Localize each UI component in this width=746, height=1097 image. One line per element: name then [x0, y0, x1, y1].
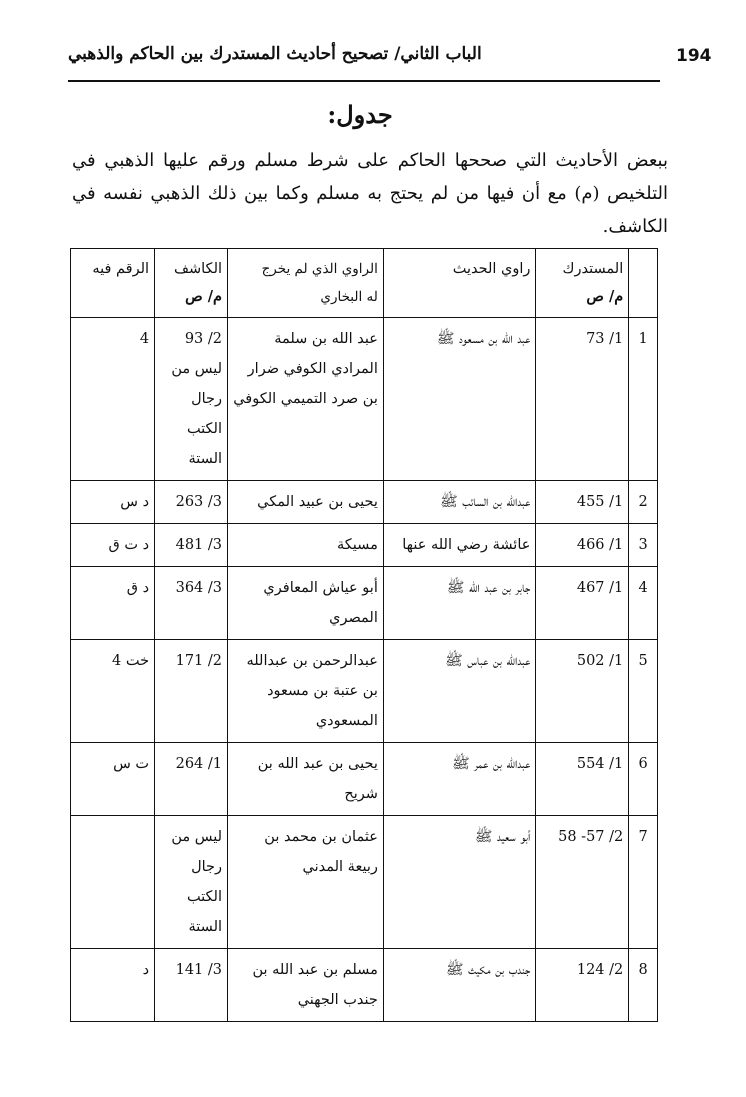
- hadith-table: [70, 248, 658, 1022]
- table-row: [71, 640, 658, 743]
- header-rawi-not-bukhari-label: الراوي الذي لم يخرج: [261, 261, 378, 277]
- cell-rawi-not-bukhari: عثمان بن محمد بن ربيعة المدني: [228, 816, 384, 949]
- header-rawi: راوي الحديث: [383, 249, 536, 318]
- cell-rawi: جابر بن عبد الله ﷺ: [383, 567, 536, 640]
- cell-rawi-not-bukhari: أبو عياش المعافري المصري: [228, 567, 384, 640]
- cell-raqm: د س: [71, 481, 155, 524]
- cell-kashif: 3/ 481: [155, 524, 228, 567]
- row-number: 5: [629, 640, 658, 743]
- cell-kashif: 1/ 264: [155, 743, 228, 816]
- cell-rawi: عبدالله بن عباس ﷺ: [383, 640, 536, 743]
- table-row: [71, 567, 658, 640]
- page-header: [68, 40, 712, 82]
- cell-mustadrak: 1/ 73: [536, 318, 629, 481]
- table-row: [71, 816, 658, 949]
- table-row: [71, 318, 658, 481]
- row-number: 4: [629, 567, 658, 640]
- cell-kashif: 2/ 171: [155, 640, 228, 743]
- intro-paragraph: ببعض الأحاديث التي صححها الحاكم على شرط مسلم ورقم عليها الذهبي في التلخيص (م) مع أن فيها من لم يحتج به مسلم وكما بين ذلك الذهبي نفسه في الكاشف.: [72, 150, 668, 237]
- header-mustadrak-sub: م/ ص: [586, 288, 624, 305]
- cell-rawi: أبو سعيد ﷺ: [383, 816, 536, 949]
- cell-kashif: ليس من رجال الكتب الستة: [155, 816, 228, 949]
- cell-mustadrak: 1/ 467: [536, 567, 629, 640]
- cell-rawi-not-bukhari: يحيى بن عبد الله بن شريح: [228, 743, 384, 816]
- running-title: الباب الثاني/ تصحيح أحاديث المستدرك بين الحاكم والذهبي: [68, 44, 482, 64]
- header-kashif-label: الكاشف: [173, 261, 223, 277]
- cell-rawi: عائشة رضي الله عنها: [383, 524, 536, 567]
- page-number: 194: [676, 46, 712, 66]
- cell-raqm: ت س: [71, 743, 155, 816]
- header-rawi-not-bukhari: [228, 249, 384, 318]
- cell-rawi: عبد الله بن مسعود ﷺ: [383, 318, 536, 481]
- header-mustadrak: [536, 249, 629, 318]
- cell-kashif: 3/ 141: [155, 949, 228, 1022]
- cell-rawi-not-bukhari: مسلم بن عبد الله بن جندب الجهني: [228, 949, 384, 1022]
- cell-kashif: 2/ 93 ليس من رجال الكتب الستة: [155, 318, 228, 481]
- header-rawi-not-bukhari-sub: له البخاري: [320, 289, 378, 305]
- cell-mustadrak: 1/ 502: [536, 640, 629, 743]
- cell-raqm: [71, 816, 155, 949]
- cell-rawi: عبدالله بن عمر ﷺ: [383, 743, 536, 816]
- cell-mustadrak: 2/ 124: [536, 949, 629, 1022]
- cell-rawi-not-bukhari: يحيى بن عبيد المكي: [228, 481, 384, 524]
- cell-mustadrak: 1/ 554: [536, 743, 629, 816]
- table-row: [71, 743, 658, 816]
- cell-raqm: 4: [71, 318, 155, 481]
- header-kashif: [155, 249, 228, 318]
- cell-mustadrak: 1/ 455: [536, 481, 629, 524]
- table-row: [71, 524, 658, 567]
- header-mustadrak-label: المستدرك: [562, 261, 624, 277]
- cell-rawi: عبدالله بن السائب ﷺ: [383, 481, 536, 524]
- cell-raqm: خت 4: [71, 640, 155, 743]
- cell-mustadrak: 2/ 57- 58: [536, 816, 629, 949]
- row-number: 1: [629, 318, 658, 481]
- section-heading: جدول:: [327, 100, 393, 129]
- row-number: 8: [629, 949, 658, 1022]
- cell-rawi-not-bukhari: عبد الله بن سلمة المرادي الكوفي ضرار بن صرد التميمي الكوفي: [228, 318, 384, 481]
- cell-kashif: 3/ 364: [155, 567, 228, 640]
- row-number: 2: [629, 481, 658, 524]
- cell-raqm: د ت ق: [71, 524, 155, 567]
- cell-rawi: جندب بن مكيث ﷺ: [383, 949, 536, 1022]
- table-row: [71, 949, 658, 1022]
- row-number: 6: [629, 743, 658, 816]
- cell-raqm: د ق: [71, 567, 155, 640]
- cell-kashif: 3/ 263: [155, 481, 228, 524]
- header-raqm: الرقم فيه: [71, 249, 155, 318]
- cell-rawi-not-bukhari: عبدالرحمن بن عبدالله بن عتبة بن مسعود المسعودي: [228, 640, 384, 743]
- header-kashif-sub: م/ ص: [185, 288, 223, 305]
- cell-rawi-not-bukhari: مسيكة: [228, 524, 384, 567]
- header-number: [629, 249, 658, 318]
- cell-mustadrak: 1/ 466: [536, 524, 629, 567]
- cell-raqm: د: [71, 949, 155, 1022]
- table-header-row: [71, 249, 658, 318]
- row-number: 7: [629, 816, 658, 949]
- row-number: 3: [629, 524, 658, 567]
- table-row: [71, 481, 658, 524]
